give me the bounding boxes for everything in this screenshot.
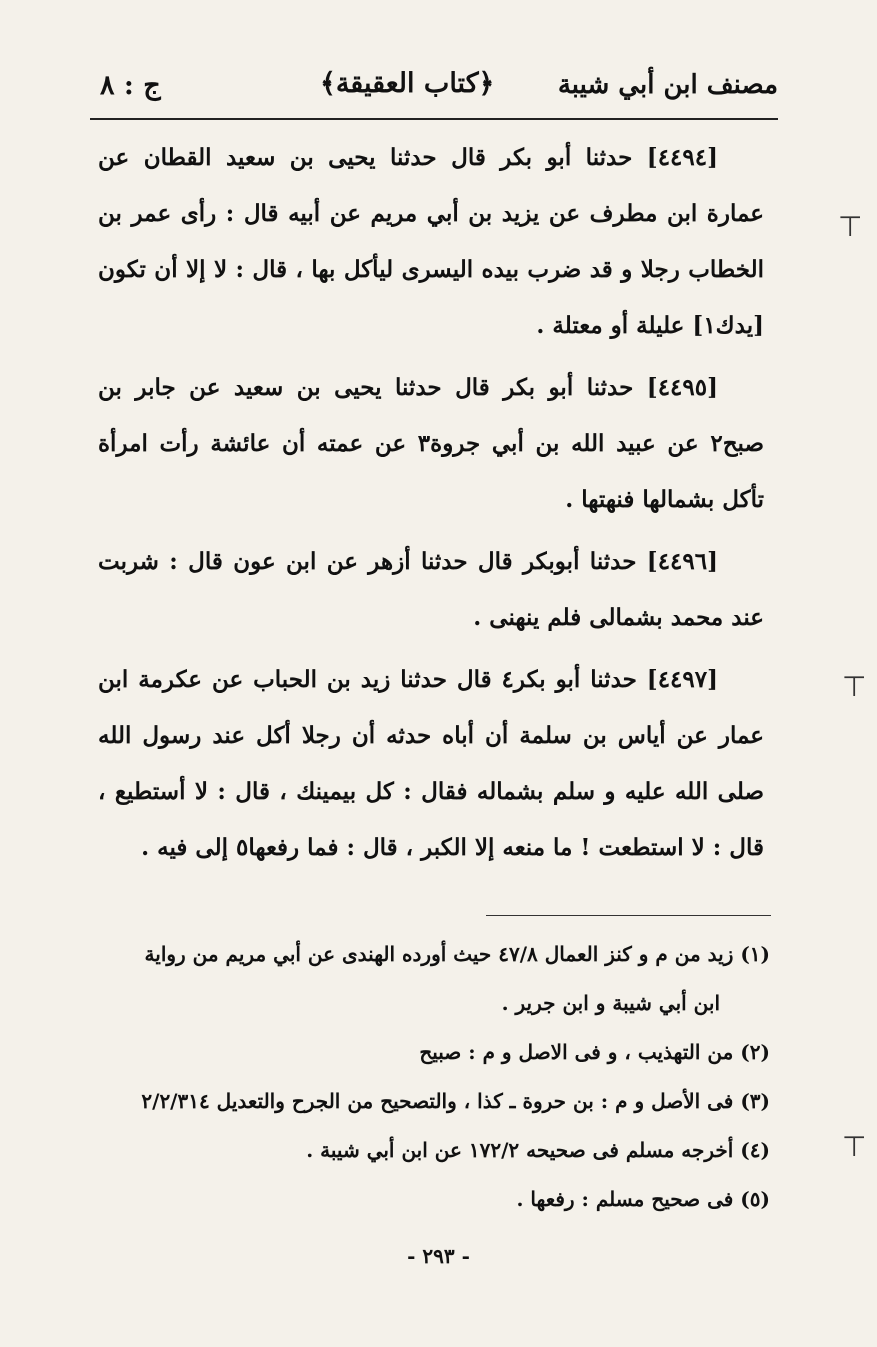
volume-number: ج : ٨	[100, 70, 161, 101]
margin-mark: ⊤	[842, 670, 867, 703]
footnote-1-text: (١) زيد من م و كنز العمال ٤٧/٨ حيث أورده الهندى عن أبي مريم من رواية	[144, 942, 770, 966]
hadith-4496: [٤٤٩٦] حدثنا أبوبكر قال حدثنا أزهر عن ابن عون قال : شربت عند محمد بشمالى فلم ينهنى .	[98, 548, 764, 631]
footnote-2: (٢) من التهذيب ، و فى الاصل و م : صبيح	[419, 1040, 770, 1064]
footnote-1	[90, 930, 770, 1028]
hadith-4497: [٤٤٩٧] حدثنا أبو بكر٤ قال حدثنا زيد بن الحباب عن عكرمة ابن عمار عن أياس بن سلمة أن أباه حدثه أن رجلا أكل عند رسول الله صلى الله عليه و سلم بشماله فقال : كل بيمينك ، قال : لا أستطيع ، قال : لا استطعت ! ما منعه إلا الكبر ، قال : فما رفعها٥ إلى فيه .	[98, 666, 764, 861]
header-rule	[90, 118, 778, 120]
hadith-4494: [٤٤٩٤] حدثنا أبو بكر قال حدثنا يحيى بن سعيد القطان عن عمارة ابن مطرف عن يزيد بن أبي مريم عن أبيه قال : رأى عمر بن الخطاب رجلا و قد ضرب بيده اليسرى ليأكل بها ، قال : لا إلا أن تكون [يدك١] عليلة أو معتلة .	[98, 144, 764, 339]
margin-mark: ⊤	[842, 1130, 867, 1163]
footnote-5: (٥) فى صحيح مسلم : رفعها .	[516, 1187, 770, 1211]
main-text	[98, 130, 764, 882]
footnote-rule	[486, 915, 771, 916]
footnote-3: (٣) فى الأصل و م : بن حروة ـ كذا ، والتصحيح من الجرح والتعديل ٢/٢/٣١٤	[141, 1089, 770, 1113]
margin-mark: ⊤	[838, 210, 863, 243]
book-title: مصنف ابن أبي شيبة	[557, 70, 778, 100]
chapter-title: ﴿كتاب العقيقة﴾	[320, 68, 495, 99]
page-header	[90, 62, 778, 114]
hadith-4495: [٤٤٩٥] حدثنا أبو بكر قال حدثنا يحيى بن سعيد عن جابر بن صبح٢ عن عبيد الله بن أبي جروة٣ عن عمته أن عائشة رأت امرأة تأكل بشمالها فنهتها .	[98, 374, 765, 513]
footnote-1-continuation: ابن أبي شيبة و ابن جرير .	[501, 991, 720, 1015]
footnote-4: (٤) أخرجه مسلم فى صحيحه ١٧٢/٢ عن ابن أبي شيبة .	[306, 1138, 770, 1162]
page-number: - ٢٩٣ -	[407, 1244, 470, 1268]
footnotes	[90, 930, 770, 1224]
